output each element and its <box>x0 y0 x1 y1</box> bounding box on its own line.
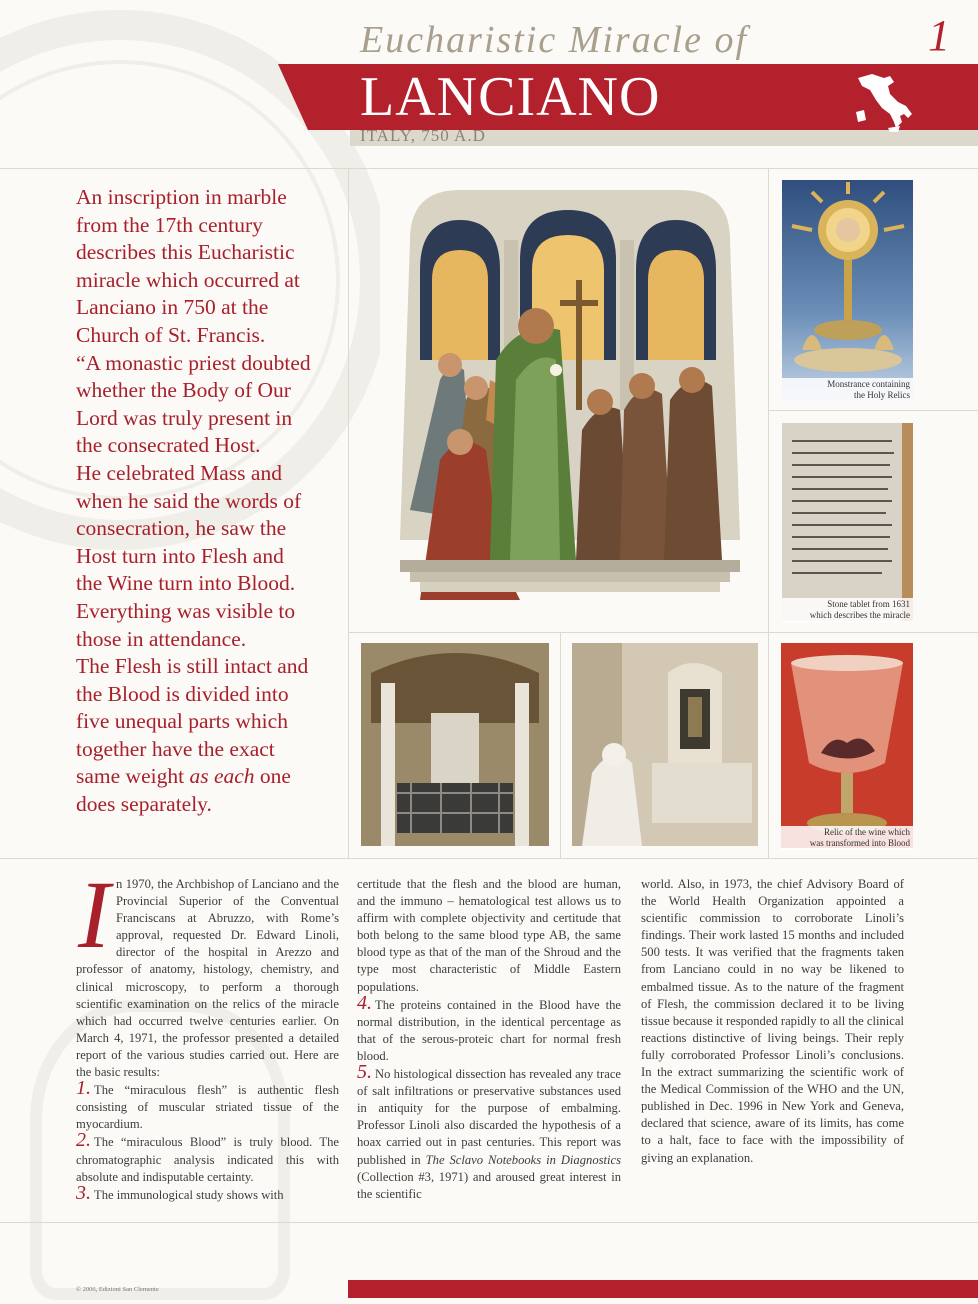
divider <box>0 858 978 859</box>
header-subheading: Eucharistic Miracle of <box>360 19 749 61</box>
blood-relic-photo <box>781 643 913 848</box>
painting-of-the-miracle <box>380 180 755 620</box>
result-number: 4. <box>357 991 372 1014</box>
result-text: The proteins contained in the Blood have the normal distribution, in the identical percentage as that of the serous-proteic chart for normal fresh blood. <box>357 997 621 1063</box>
divider <box>0 1222 978 1223</box>
intro-emphasis: as each <box>189 764 255 789</box>
result-number: 3. <box>76 1181 91 1204</box>
body-paragraph: n 1970, the Archbishop of Lanciano and the Provincial Superior of the Conventual Franciscans at Abruzzo, with Rome’s approval, requested Dr. Edward Linoli, director of the hospital in Arezzo and professor of anatomy, histology, chemistry, and clinical microscopy, to perform a thorough scientific examination on the relics of the miracle which had occurred twelve centuries earlier. On March 4, 1971, the professor presented a detailed report of the various studies carried out. Here are the basic results: <box>76 877 339 1080</box>
caption-tablet: Stone tablet from 1631 which describes the miracle <box>782 598 913 622</box>
divider <box>768 168 769 858</box>
result-text: No histological dissection has revealed any trace of salt infiltrations or preservative substances used in antiquity for the purpose of embalming. Professor Linoli also discarded the hypothesis of a hoax carried out in past centuries. This report was published in <box>357 1067 621 1167</box>
divider <box>560 632 561 858</box>
divider <box>0 168 978 169</box>
reliquary-altar-photo <box>572 643 758 846</box>
footer-band <box>348 1280 978 1298</box>
divider <box>768 410 978 411</box>
result-text: The “miraculous Blood” is truly blood. The chromatographic analysis indicated this with absolute and indisputable certainty. <box>76 1135 339 1184</box>
body-paragraph: certitude that the flesh and the blood are human, and the immuno – hematological test allows us to affirm with complete objectivity and certitude that both belong to the same blood type AB, the same blood type as that of the man of the Shroud and the type most characteristic of Middle Eastern populations. <box>357 877 621 994</box>
page-number: 1 <box>928 11 950 60</box>
divider <box>348 632 978 633</box>
result-item-4 <box>357 991 621 1065</box>
location-date: ITALY, 750 A.D <box>360 126 486 145</box>
result-text: The “miraculous flesh” is authentic flesh consisting of muscular striated tissue of the myocardium. <box>76 1083 339 1132</box>
result-number: 2. <box>76 1129 91 1152</box>
church-altar-photo <box>361 643 549 846</box>
body-column-3 <box>641 876 904 1167</box>
caption-monstrance: Monstrance containing the Holy Relics <box>782 378 913 402</box>
result-item-3 <box>76 1181 339 1204</box>
result-item-5 <box>357 1061 621 1203</box>
copyright: © 2006, Edizioni San Clemente <box>76 1286 159 1293</box>
page-title: LANCIANO <box>360 66 661 128</box>
result-text: (Collection #3, 1971) and aroused great interest in the scientific <box>357 1169 621 1201</box>
result-number: 5. <box>357 1061 372 1084</box>
intro-text: An inscription in marble from the 17th century describes this Eucharistic miracle which occurred at Lanciano in 750 at the Church of St. Francis. “A monastic priest doubted whether the Body of Our Lord was truly present in the consecrated Host. He celebrated Mass and when he said the words of consecration, he saw the Host turn into Flesh and the Wine turn into Blood. Everything was visible to those in attendance. The Flesh is still intact and the Blood is divided into five unequal parts which together have the exact same weight as each one does separately. <box>76 185 311 817</box>
result-number: 1. <box>76 1077 91 1100</box>
result-item-1 <box>76 1077 339 1133</box>
dropcap: I <box>78 861 110 968</box>
body-column-2 <box>357 876 621 1203</box>
caption-relic: Relic of the wine which was transformed into Blood <box>781 826 913 850</box>
body-paragraph: world. Also, in 1973, the chief Advisory Board of the World Health Organization appointed a scientific commission to corroborate Linoli’s findings. Their work lasted 15 months and included 500 tests. It was verified that the fragments taken from Lanciano could in no way be likened to embalmed tissue. As to the nature of the fragment of Flesh, the commission declared it to be living tissue because it responded rapidly to all the clinical reactions distinctive of living beings. Their reply fully corroborated Professor Linoli’s conclusions. In the extract summarizing the scientific work of the Medical Commission of the WHO and the UN, published in Dec. 1996 in New York and Geneva, declared that science, aware of its limits, has come to a halt, face to face with the impossibility of giving an explanation. <box>641 877 904 1165</box>
body-column-1 <box>76 861 339 1204</box>
italy-map-icon <box>850 70 916 134</box>
result-text: The immunological study shows with <box>94 1187 284 1202</box>
monstrance-photo <box>782 180 913 402</box>
result-item-2 <box>76 1129 339 1185</box>
publication-title: The Sclavo Notebooks in Diagnostics <box>425 1152 621 1167</box>
divider <box>348 168 349 858</box>
stone-tablet-photo <box>782 423 913 621</box>
